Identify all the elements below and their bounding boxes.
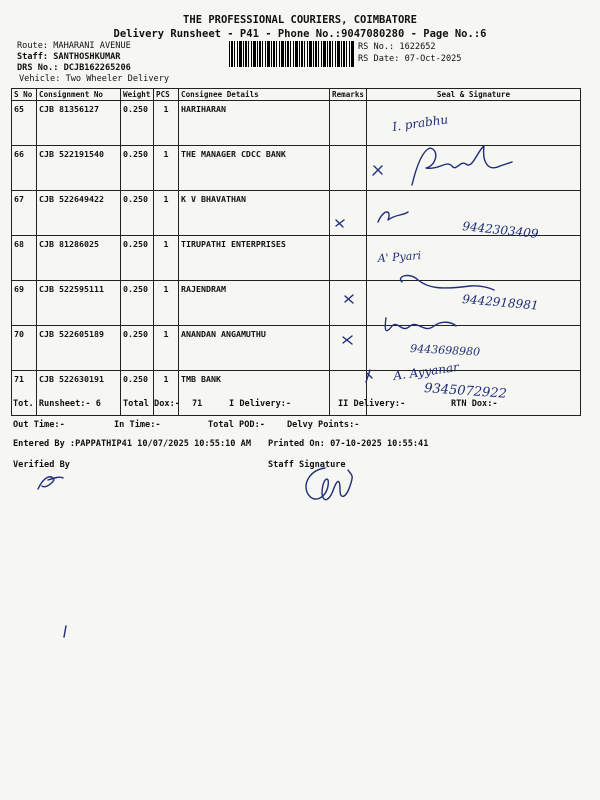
i-delivery: I Delivery:- — [229, 399, 292, 409]
table-row — [12, 146, 581, 191]
col-weight: Weight — [121, 89, 154, 101]
cell-consignee: K V BHAVATHAN — [179, 191, 330, 236]
cell-weight: 0.250 — [121, 146, 154, 191]
cell-weight: 0.250 — [121, 371, 154, 416]
total-dox-value: 71 — [192, 399, 203, 409]
cell-sno: 70 — [12, 326, 37, 371]
delvy-points: Delvy Points:- — [287, 420, 360, 430]
printed-on: Printed On: 07-10-2025 10:55:41 — [268, 439, 429, 449]
cell-consignee: ANANDAN ANGAMUTHU — [179, 326, 330, 371]
cell-pcs: 1 — [154, 371, 179, 416]
cell-seal — [367, 326, 581, 371]
barcode — [229, 41, 355, 67]
staff-signature — [306, 468, 352, 500]
table-row — [12, 236, 581, 281]
cell-consignment: CJB 522605189 — [37, 326, 121, 371]
cell-weight: 0.250 — [121, 326, 154, 371]
cell-consignment: CJB 522595111 — [37, 281, 121, 326]
cell-sno: 67 — [12, 191, 37, 236]
staff-label: Staff: SANTHOSHKUMAR — [17, 52, 121, 62]
route-label: Route: MAHARANI AVENUE — [17, 41, 131, 51]
table-row — [12, 281, 581, 326]
signature-row65: I. prabhu — [391, 112, 449, 134]
staff-signature-label: Staff Signature — [268, 460, 346, 470]
total-dox-label: Total Dox:- — [123, 399, 180, 409]
pen-mark — [64, 626, 66, 637]
cell-consignment: CJB 522191540 — [37, 146, 121, 191]
cell-pcs: 1 — [154, 326, 179, 371]
col-consignee: Consignee Details — [179, 89, 330, 101]
cell-remarks — [330, 281, 367, 326]
cell-consignment: CJB 81356127 — [37, 101, 121, 146]
cell-pcs: 1 — [154, 101, 179, 146]
cell-seal — [367, 101, 581, 146]
cell-sno: 71 — [12, 371, 37, 416]
rs-date: RS Date: 07-Oct-2025 — [358, 54, 462, 64]
cell-pcs: 1 — [154, 146, 179, 191]
cell-remarks — [330, 101, 367, 146]
cell-consignee: RAJENDRAM — [179, 281, 330, 326]
signature-row68: A' Pyari — [377, 248, 422, 265]
cell-pcs: 1 — [154, 191, 179, 236]
phone-row69: 9442918981 — [461, 292, 540, 313]
cell-consignee: TMB BANK — [179, 371, 330, 416]
cell-consignee: HARIHARAN — [179, 101, 330, 146]
cell-weight: 0.250 — [121, 101, 154, 146]
col-pcs: PCS — [154, 89, 179, 101]
in-time: In Time:- — [114, 420, 161, 430]
cell-sno: 68 — [12, 236, 37, 281]
table-row — [12, 326, 581, 371]
runsheet-table — [11, 88, 581, 416]
phone-row70: 9443698980 — [409, 342, 481, 359]
col-seal: Seal & Signature — [367, 89, 581, 101]
cell-weight: 0.250 — [121, 281, 154, 326]
rtn-dox: RTN Dox:- — [451, 399, 498, 409]
phone-row71: 9345072922 — [423, 381, 508, 402]
cell-pcs: 1 — [154, 281, 179, 326]
runsheet-subtitle: Delivery Runsheet - P41 - Phone No.:9047080280 - Page No.:6 — [113, 28, 487, 40]
cell-seal — [367, 191, 581, 236]
cell-seal — [367, 281, 581, 326]
cell-weight: 0.250 — [121, 191, 154, 236]
cell-remarks — [330, 326, 367, 371]
table-row — [12, 191, 581, 236]
ii-delivery: II Delivery:- — [338, 399, 406, 409]
entered-by: Entered By :PAPPATHIP41 10/07/2025 10:55:10 AM — [13, 439, 251, 449]
tot-runsheet: Tot. Runsheet:- 6 — [13, 399, 101, 409]
company-title: THE PROFESSIONAL COURIERS, COIMBATORE — [183, 14, 417, 26]
rs-number: RS No.: 1622652 — [358, 42, 436, 52]
vehicle-label: Vehicle: Two Wheeler Delivery — [19, 74, 170, 84]
cell-consignee: TIRUPATHI ENTERPRISES — [179, 236, 330, 281]
cell-sno: 66 — [12, 146, 37, 191]
cell-weight: 0.250 — [121, 236, 154, 281]
phone-row67: 9442303409 — [461, 219, 540, 241]
out-time: Out Time:- — [13, 420, 65, 430]
cell-remarks — [330, 146, 367, 191]
cell-consignment: CJB 81286025 — [37, 236, 121, 281]
col-sno: S No — [12, 89, 37, 101]
signature-row71: A. Ayyanar — [392, 359, 460, 383]
cell-remarks — [330, 191, 367, 236]
table-header-row — [12, 89, 581, 101]
cell-consignment: CJB 522630191 — [37, 371, 121, 416]
total-pod: Total POD:- — [208, 420, 265, 430]
verified-by: Verified By — [13, 460, 70, 470]
verified-signature — [38, 477, 63, 489]
col-consignment: Consignment No — [37, 89, 121, 101]
drs-label: DRS No.: DCJB162265206 — [17, 63, 131, 73]
cell-consignment: CJB 522649422 — [37, 191, 121, 236]
cell-sno: 65 — [12, 101, 37, 146]
table-row — [12, 101, 581, 146]
cell-pcs: 1 — [154, 236, 179, 281]
cell-consignee: THE MANAGER CDCC BANK — [179, 146, 330, 191]
col-remarks: Remarks — [330, 89, 367, 101]
cell-sno: 69 — [12, 281, 37, 326]
cell-remarks — [330, 236, 367, 281]
cell-seal — [367, 146, 581, 191]
cell-seal — [367, 236, 581, 281]
